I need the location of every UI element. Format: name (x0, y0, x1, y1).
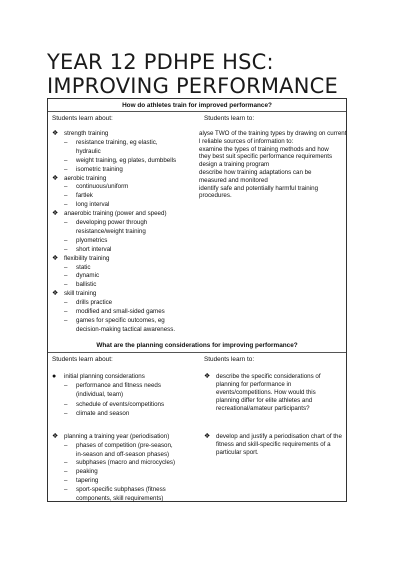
text-line: planning differ for elite athletes and (216, 397, 313, 405)
dash-icon: – (64, 477, 68, 484)
list-item: planning a training year (periodisation) (64, 433, 170, 440)
text-line: measured and monitored (199, 176, 268, 184)
text-line: fitness and skill-specific requirements of a (216, 441, 331, 449)
dash-icon: – (64, 316, 68, 324)
dash-icon: – (64, 308, 68, 315)
section2-learn-to-label: Students learn to: (204, 356, 255, 363)
dash-icon: – (64, 183, 68, 191)
text-line: events/competitions. How would this (216, 389, 316, 397)
section1-question: How do athletes train for improved performance? (122, 102, 272, 109)
dash-icon: – (64, 236, 68, 244)
list-subitem: continuous/uniform (76, 183, 129, 191)
list-subitem: in-season and off-season phases) (76, 450, 170, 458)
dash-icon: – (64, 272, 68, 280)
text-line: recreational/amateur participants? (216, 405, 310, 413)
dash-icon: – (64, 192, 68, 200)
dash-icon: – (64, 441, 68, 449)
bullet-icon: ❖ (52, 433, 59, 440)
bullet-icon: ● (52, 373, 57, 380)
list-subitem: long interval (76, 201, 110, 209)
list-subitem: performance and fitness needs (76, 382, 161, 390)
divider (48, 352, 346, 353)
page-title: YEAR 12 PDHPE HSC: IMPROVING PERFORMANCE (47, 50, 338, 98)
list-subitem: climate and season (76, 409, 130, 417)
list-subitem: resistance/weight training (76, 227, 146, 235)
bullet-icon: ❖ (204, 433, 211, 440)
list-item: skill training (64, 290, 97, 298)
list-item: initial planning considerations (64, 373, 145, 380)
divider (48, 111, 346, 112)
list-item: flexibility training (64, 254, 110, 262)
list-subitem: subphases (macro and microcycles) (76, 459, 176, 467)
text-line: develop and justify a periodisation chart of the (216, 433, 342, 440)
list-subitem: hydraulic (76, 147, 101, 155)
syllabus-table (47, 98, 347, 502)
text-line: design a training program (199, 161, 270, 169)
list-item: strength training (64, 130, 109, 137)
bullet-icon: ❖ (52, 130, 59, 137)
list-subitem: weight training, eg plates, dumbbells (76, 156, 177, 164)
dash-icon: – (64, 299, 68, 307)
dash-icon: – (64, 409, 68, 417)
section1-learn-to-label: Students learn to: (204, 115, 255, 122)
dash-icon: – (64, 201, 68, 209)
bullet-icon: ❖ (52, 290, 59, 298)
list-subitem: short interval (76, 245, 112, 253)
text-line: alyse TWO of the training types by drawing on current (199, 130, 347, 137)
list-subitem: peaking (76, 468, 98, 476)
list-subitem: dynamic (76, 272, 100, 280)
text-line: describe how training adaptations can be (199, 169, 312, 176)
list-item: anaerobic training (power and speed) (64, 210, 167, 218)
list-subitem: plyometrics (76, 236, 108, 244)
list-subitem: fartlek (76, 192, 93, 200)
dash-icon: – (64, 459, 68, 467)
text-line: l reliable sources of information to: (199, 137, 294, 145)
list-subitem: ballistic (76, 281, 97, 289)
dash-icon: – (64, 219, 68, 226)
text-line: identify safe and potentially harmful training (199, 184, 319, 192)
text-line: examine the types of training methods and how (199, 145, 329, 153)
list-subitem: resistance training, eg elastic, (76, 138, 158, 146)
list-subitem: components, skill requirements) (76, 494, 164, 502)
section2-question: What are the planning considerations for improving performance? (96, 342, 298, 349)
dash-icon: – (64, 165, 68, 173)
list-subitem: schedule of events/competitions (76, 400, 165, 408)
list-subitem: isometric training (76, 165, 123, 173)
bullet-icon: ❖ (52, 174, 59, 182)
dash-icon: – (64, 281, 68, 289)
list-subitem: (individual, team) (76, 391, 124, 399)
list-subitem: games for specific outcomes, eg (76, 316, 165, 324)
list-subitem: sport-specific subphases (fitness (76, 485, 166, 493)
bullet-icon: ❖ (52, 210, 59, 218)
text-line: planning for performance in (216, 381, 292, 389)
bullet-icon: ❖ (52, 254, 59, 262)
list-subitem: developing power through (76, 219, 148, 226)
dash-icon: – (64, 156, 68, 164)
section2-learn-about-label: Students learn about: (52, 356, 113, 363)
dash-icon: – (64, 382, 68, 390)
text-line: particular sport. (216, 449, 259, 457)
text-line: describe the specific considerations of (216, 373, 321, 380)
list-item: aerobic training (64, 174, 107, 182)
list-subitem: drills practice (76, 299, 113, 307)
list-subitem: modified and small-sided games (76, 308, 165, 315)
dash-icon: – (64, 138, 68, 146)
list-subitem: static (76, 263, 91, 271)
list-subitem: decision-making tactical awareness. (76, 325, 176, 333)
list-subitem: phases of competition (pre-season, (76, 441, 173, 449)
dash-icon: – (64, 263, 68, 271)
text-line: procedures. (199, 192, 232, 200)
dash-icon: – (64, 485, 68, 493)
list-subitem: tapering (76, 477, 99, 484)
bullet-icon: ❖ (204, 373, 211, 380)
dash-icon: – (64, 245, 68, 253)
dash-icon: – (64, 400, 68, 408)
section1-learn-about-label: Students learn about: (52, 115, 113, 122)
dash-icon: – (64, 468, 68, 476)
text-line: they best suit specific performance requirements (199, 153, 333, 161)
